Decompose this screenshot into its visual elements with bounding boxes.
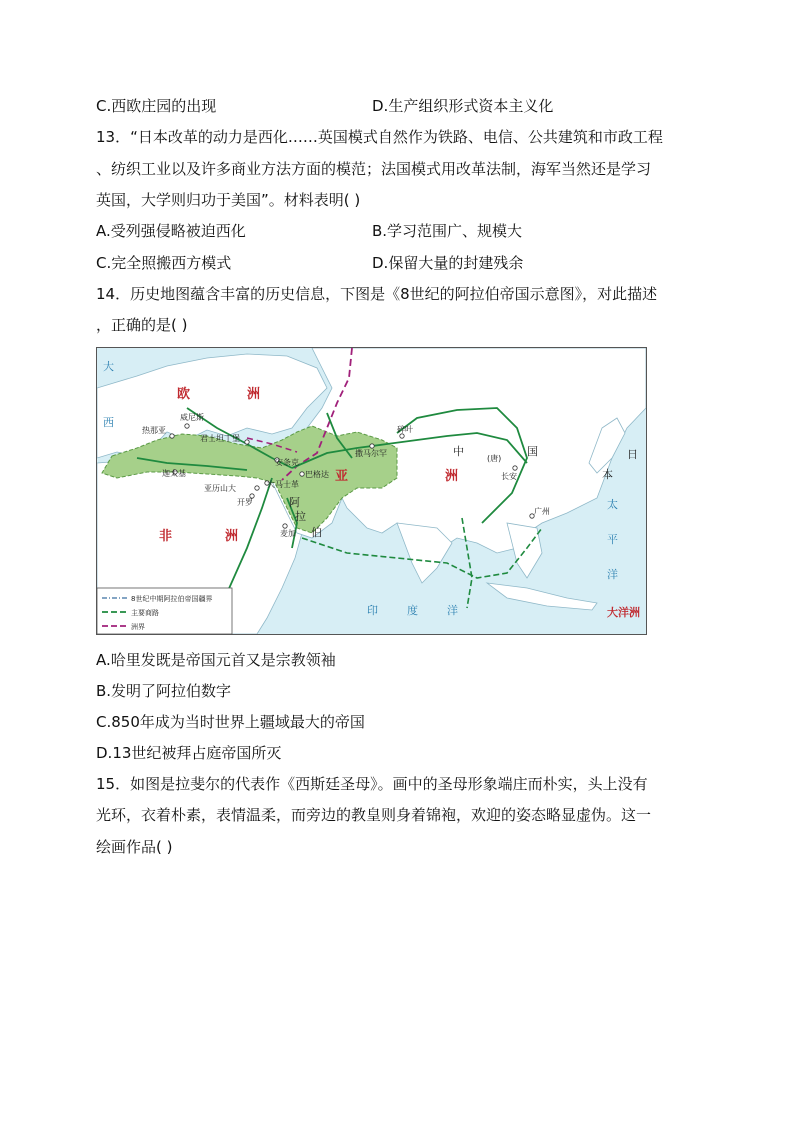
label-africa-1: 非 [159, 529, 173, 544]
q12-option-d: D.生产组织形式资本主义化 [372, 97, 554, 115]
label-pacific-1: 太 [607, 498, 618, 511]
q14-option-b: B.发明了阿拉伯数字 [96, 682, 232, 700]
q14-option-a: A.哈里发既是帝国元首又是宗教领袖 [96, 651, 336, 669]
q14-stem-line-2: ，正确的是( ) [96, 316, 188, 334]
city-dot-baghdad [300, 472, 304, 476]
arab-empire-map [96, 347, 647, 635]
city-dot-mecca [283, 524, 287, 528]
q13-option-d: D.保留大量的封建残余 [372, 254, 524, 272]
label-baghdad: 巴格达 [305, 470, 329, 479]
label-china-2: 国 [527, 445, 538, 458]
label-japan-2: 本 [602, 468, 613, 481]
label-atlantic-1: 大 [103, 360, 114, 373]
label-indian-1: 印 [367, 604, 378, 617]
label-changan: 长安 [501, 472, 517, 481]
label-pacific-3: 洋 [607, 568, 618, 581]
label-europe-2: 洲 [247, 387, 261, 402]
q13-stem-line-2: 、纺织工业以及许多商业方法方面的模范；法国模式用改革法制，海军当然还是学习 [96, 160, 652, 178]
q13-stem-line-1: 13．“日本改革的动力是西化……英国模式自然作为铁路、电信、公共建筑和市政工程 [96, 128, 663, 146]
label-africa-2: 洲 [225, 529, 239, 544]
map-legend [97, 588, 232, 634]
label-indian-3: 洋 [447, 604, 458, 617]
city-dot-suyab [400, 434, 404, 438]
label-china-1: 中 [453, 445, 464, 458]
q13-option-a: A.受列强侵略被迫西化 [96, 222, 246, 240]
label-indian-2: 度 [407, 604, 418, 617]
legend-border-label: 8世纪中期阿拉伯帝国疆界 [131, 595, 213, 603]
city-dot-samarkand [370, 444, 374, 448]
city-dot-genoa [170, 434, 174, 438]
label-arabia-2: 拉 [295, 510, 306, 523]
city-dot-venice [185, 424, 189, 428]
map-graphic [97, 348, 646, 634]
label-genoa: 热那亚 [142, 426, 166, 435]
label-mecca: 麦加 [280, 529, 296, 538]
label-arabia-3: 伯 [311, 526, 322, 539]
label-venice: 威尼斯 [180, 413, 204, 422]
legend-continent-label: 洲界 [131, 623, 145, 631]
city-dot-alexandria [255, 486, 259, 490]
label-carthage: 迦太基 [162, 469, 186, 478]
label-suyab: 碎叶 [397, 425, 413, 434]
q13-option-c: C.完全照搬西方模式 [96, 254, 232, 272]
q15-stem-line-1: 15．如图是拉斐尔的代表作《西斯廷圣母》。画中的圣母形象端庄而朴实，头上没有 [96, 775, 648, 793]
label-asia-1: 亚 [335, 469, 349, 484]
label-europe-1: 欧 [177, 387, 191, 402]
label-pacific-2: 平 [607, 533, 618, 546]
label-guangzhou: 广州 [534, 507, 550, 516]
label-oceania: 大洋洲 [607, 606, 640, 619]
label-cairo: 开罗 [237, 498, 253, 507]
label-asia-2: 洲 [445, 469, 459, 484]
q13-option-b: B.学习范围广、规模大 [372, 222, 523, 240]
label-damascus: 大马士革 [267, 480, 299, 489]
label-constantinople: 君士坦丁堡 [200, 434, 240, 443]
q15-stem-line-2: 光环，衣着朴素，表情温柔，而旁边的教皇则身着锦袍，欢迎的姿态略显虚伪。这一 [96, 806, 652, 824]
label-atlantic-2: 西 [103, 416, 114, 429]
label-alexandria: 亚历山大 [204, 484, 236, 493]
label-japan-1: 日 [627, 448, 638, 461]
q14-option-c: C.850年成为当时世界上疆域最大的帝国 [96, 713, 365, 731]
label-tang: (唐) [487, 454, 502, 463]
q14-option-d: D.13世纪被拜占庭帝国所灭 [96, 744, 282, 762]
q15-stem-line-3: 绘画作品( ) [96, 838, 173, 856]
label-arabia-1: 阿 [289, 496, 300, 509]
q13-stem-line-3: 英国，大学则归功于美国”。材料表明( ) [96, 191, 361, 209]
q12-option-c: C.西欧庄园的出现 [96, 97, 217, 115]
label-samarkand: 撒马尔罕 [355, 449, 387, 458]
legend-routes-label: 主要商路 [131, 609, 159, 617]
label-antioch: 安条克 [275, 458, 299, 467]
city-dot-constantinople [245, 440, 249, 444]
city-dot-changan [513, 466, 517, 470]
q14-stem-line-1: 14．历史地图蕴含丰富的历史信息，下图是《8世纪的阿拉伯帝国示意图》，对此描述 [96, 285, 658, 303]
